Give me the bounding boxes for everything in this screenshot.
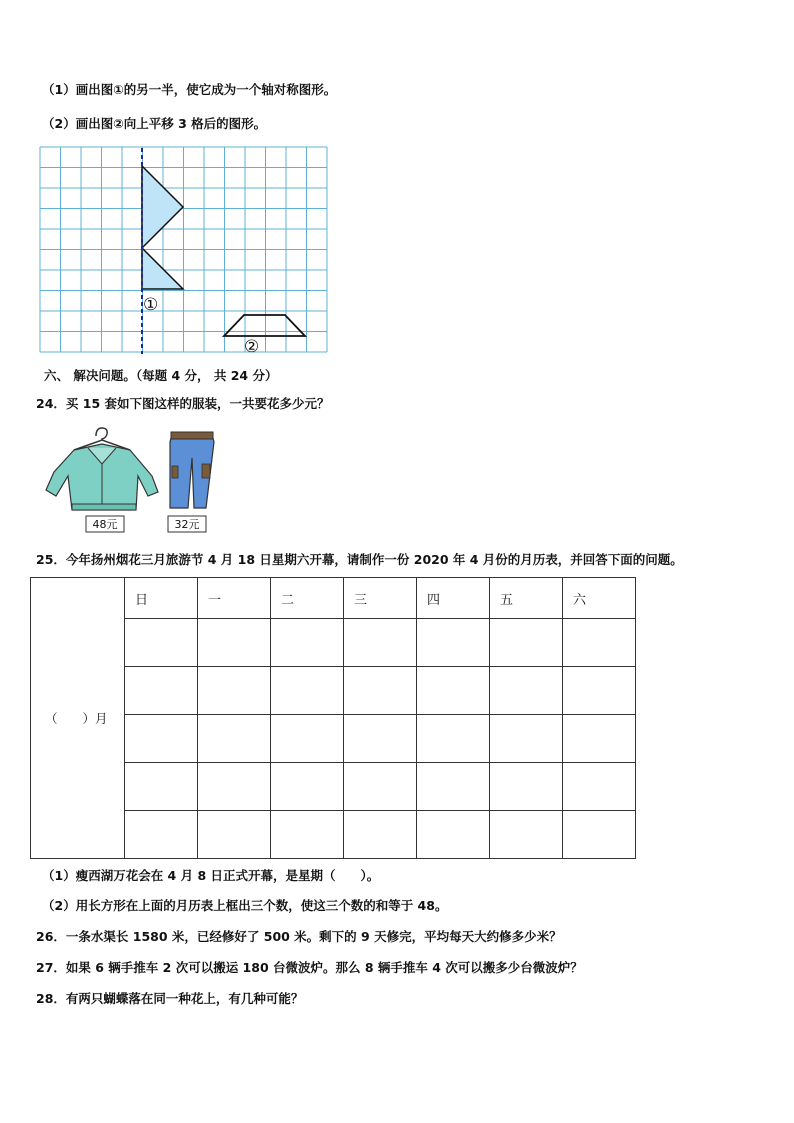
calendar-cell[interactable] [490,763,563,811]
month-label-cell: （ ）月 [31,578,125,859]
calendar-cell[interactable] [344,811,417,859]
grid-lines [40,147,327,352]
calendar-cell[interactable] [125,763,198,811]
calendar-cell[interactable] [271,763,344,811]
q27-text: 27．如果 6 辆手推车 2 次可以搬运 180 台微波炉。那么 8 辆手推车 4 次可以搬多少台微波炉？ [36,960,583,975]
calendar-cell[interactable] [271,667,344,715]
weekday-sat: 六 [563,578,636,619]
calendar-cell[interactable] [344,619,417,667]
pants-price-tag: 32元 [174,518,200,531]
calendar-cell[interactable] [271,619,344,667]
calendar-cell[interactable] [563,715,636,763]
label-shape-2: ② [244,337,260,356]
pants-icon [170,432,214,508]
calendar-cell[interactable] [417,667,490,715]
calendar-cell[interactable] [490,811,563,859]
q1-text: （1）画出图①的另一半，使它成为一个轴对称图形。 [42,82,337,97]
calendar-cell[interactable] [417,715,490,763]
calendar-cell[interactable] [417,763,490,811]
calendar-cell[interactable] [198,811,271,859]
calendar-cell[interactable] [198,667,271,715]
q25-text: 25．今年扬州烟花三月旅游节 4 月 18 日星期六开幕，请制作一份 2020 年 4 月份的月历表，并回答下面的问题。 [36,552,683,567]
weekday-tue: 二 [271,578,344,619]
calendar-cell[interactable] [490,715,563,763]
calendar-header-row [31,578,636,619]
calendar-cell[interactable] [125,811,198,859]
calendar-table [30,577,636,859]
calendar-cell[interactable] [344,667,417,715]
weekday-thu: 四 [417,578,490,619]
weekday-sun: 日 [125,578,198,619]
calendar-cell[interactable] [198,763,271,811]
q28-text: 28．有两只蝴蝶落在同一种花上，有几种可能？ [36,991,304,1006]
weekday-wed: 三 [344,578,417,619]
calendar-cell[interactable] [490,619,563,667]
weekday-mon: 一 [198,578,271,619]
jacket-price-tag: 48元 [92,518,118,531]
calendar-cell[interactable] [344,763,417,811]
calendar-cell[interactable] [417,619,490,667]
grid-svg [39,146,328,356]
calendar-cell[interactable] [344,715,417,763]
q24-text: 24．买 15 套如下图这样的服装，一共要花多少元？ [36,396,330,411]
q25-sub1-text: （1）瘦西湖万花会在 4 月 8 日正式开幕，是星期（ ）。 [42,868,380,883]
calendar-cell[interactable] [563,667,636,715]
calendar-cell[interactable] [198,619,271,667]
q25-sub2-text: （2）用长方形在上面的月历表上框出三个数，使这三个数的和等于 48。 [42,898,448,913]
calendar-cell[interactable] [563,763,636,811]
weekday-fri: 五 [490,578,563,619]
calendar-cell[interactable] [417,811,490,859]
jacket-icon [46,444,158,510]
calendar-cell[interactable] [125,715,198,763]
section-6-heading: 六、 解决问题。（每题 4 分， 共 24 分） [44,368,278,383]
calendar-cell[interactable] [125,667,198,715]
grid-figure [39,146,328,356]
label-shape-1: ① [143,295,159,315]
calendar-cell[interactable] [198,715,271,763]
calendar-cell[interactable] [490,667,563,715]
calendar-cell[interactable] [271,715,344,763]
calendar-cell[interactable] [563,619,636,667]
calendar-cell[interactable] [563,811,636,859]
clothing-illustration [44,424,224,534]
clothing-svg [44,424,224,534]
calendar-cell[interactable] [271,811,344,859]
q2-text: （2）画出图②向上平移 3 格后的图形。 [42,116,267,131]
q26-text: 26．一条水渠长 1580 米，已经修好了 500 米。剩下的 9 天修完，平均每天大约修多少米？ [36,929,562,944]
shape-2-trapezoid [224,315,305,336]
calendar-cell[interactable] [125,619,198,667]
